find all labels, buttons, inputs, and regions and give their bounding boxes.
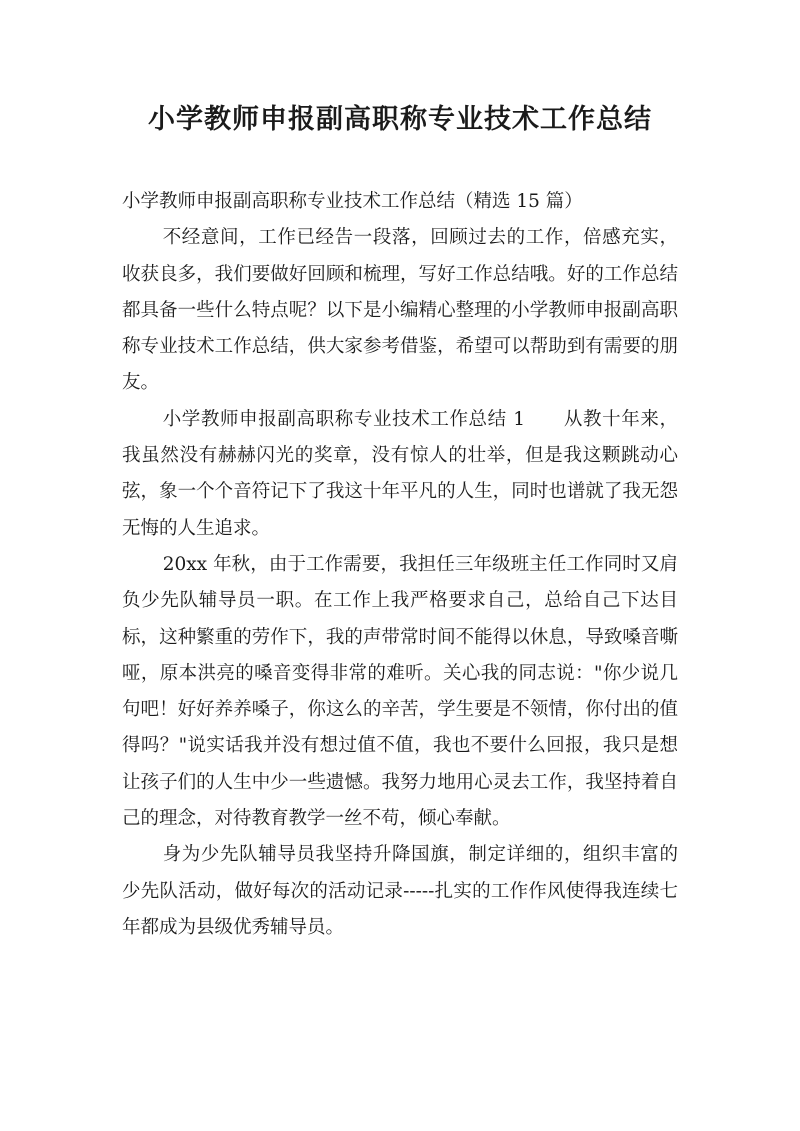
paragraph-section-1: 小学教师申报副高职称专业技术工作总结 1 从教十年来，我虽然没有赫赫闪光的奖章，没有惊人的壮举，但是我这颗跳动心弦，象一个个音符记下了我这十年平凡的人生，同时也谱就了我无怨无悔的人生追求。 (122, 408, 678, 539)
document-body (122, 184, 678, 946)
document-title: 小学教师申报副高职称专业技术工作总结 (148, 104, 652, 135)
paragraph-counselor: 身为少先队辅导员我坚持升降国旗，制定详细的，组织丰富的少先队活动，做好每次的活动记录-----扎实的工作作风使得我连续七年都成为县级优秀辅导员。 (122, 844, 678, 938)
paragraph-20xx: 20xx 年秋，由于工作需要，我担任三年级班主任工作同时又肩负少先队辅导员一职。在工作上我严格要求自己，总给自己下达目标，这种繁重的劳作下，我的声带常时间不能得以休息，导致嗓音嘶哑，原本洪亮的嗓音变得非常的难听。关心我的同志说："你少说几句吧！好好养养嗓子，你这么的辛苦，学生要是不领情，你付出的值得吗？"说实话我并没有想过值不值，我也不要什么回报，我只是想让孩子们的人生中少一些遗憾。我努力地用心灵去工作，我坚持着自己的理念，对待教育教学一丝不苟，倾心奉献。 (122, 553, 678, 830)
document-subtitle: 小学教师申报副高职称专业技术工作总结（精选 15 篇） (122, 191, 583, 212)
paragraph-intro: 不经意间，工作已经告一段落，回顾过去的工作，倍感充实，收获良多，我们要做好回顾和梳理，写好工作总结哦。好的工作总结都具备一些什么特点呢？以下是小编精心整理的小学教师申报副高职称专业技术工作总结，供大家参考借鉴，希望可以帮助到有需要的朋友。 (122, 227, 678, 394)
